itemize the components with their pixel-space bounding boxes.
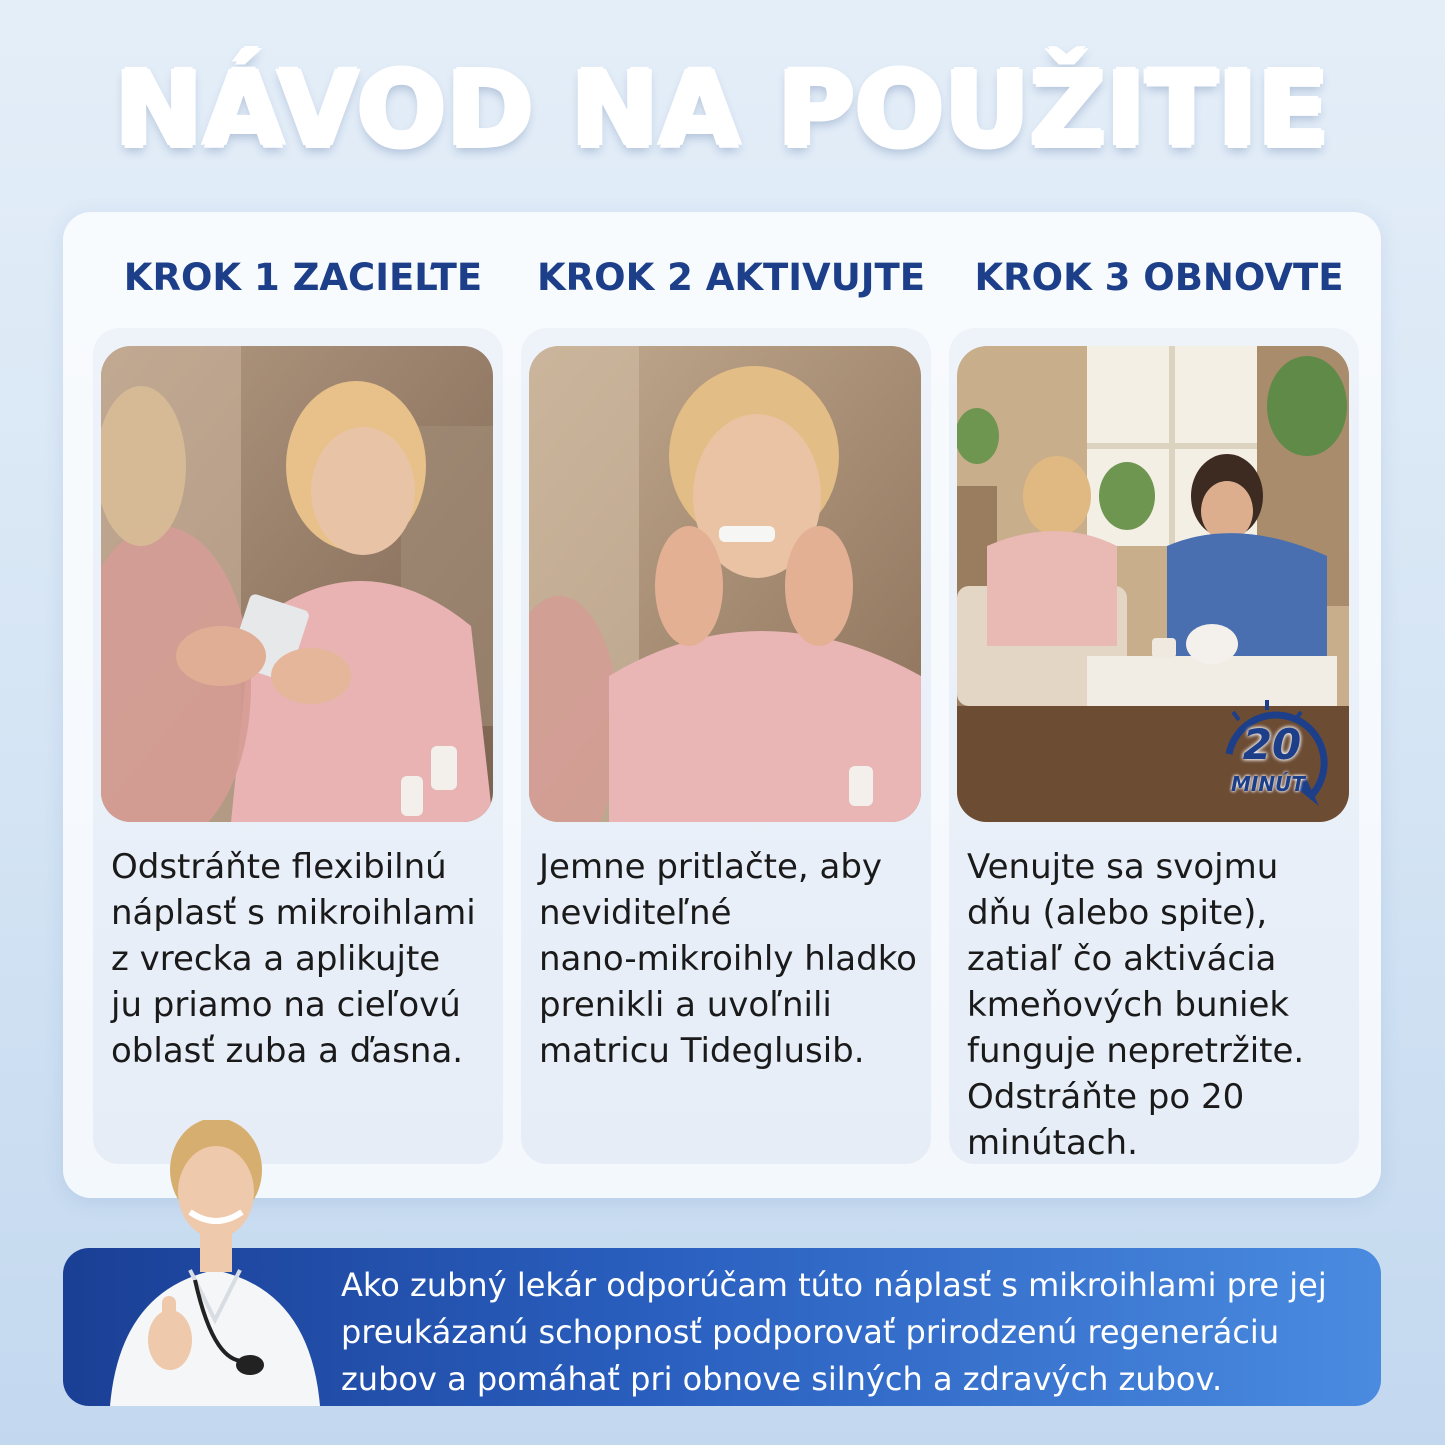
step-3 [949, 212, 1369, 1198]
timer-value: 20 [1242, 720, 1302, 769]
timer-badge [1209, 694, 1339, 814]
step-2-description: Jemne pritlačte, aby neviditeľné nano-mikroihly hladko prenikli a uvoľnili matricu Tideglusib. [539, 847, 917, 1071]
timer-unit: MINÚT [1231, 772, 1305, 796]
step-3-description: Venujte sa svojmu dňu (alebo spite), zatiaľ čo aktivácia kmeňových buniek funguje nepretržite. Odstráňte po 20 minútach. [967, 847, 1305, 1163]
step-1-photo [101, 346, 493, 822]
step-1-title: KROK 1 ZACIEĽTE [123, 256, 483, 299]
step-3-photo [957, 346, 1349, 822]
step-1 [93, 212, 513, 1198]
step-2 [521, 212, 941, 1198]
dentist-avatar [100, 1120, 330, 1406]
step-2-title: KROK 2 AKTIVUJTE [536, 256, 926, 299]
step-3-title: KROK 3 OBNOVTE [974, 256, 1344, 299]
step-1-description: Odstráňte flexibilnú náplasť s mikroihlami z vrecka a aplikujte ju priamo na cieľovú oblasť zuba a ďasna. [111, 847, 476, 1071]
steps-panel [63, 212, 1381, 1198]
page-title: NÁVOD NA POUŽITIE [0, 48, 1445, 170]
step-3-card [949, 328, 1359, 1164]
step-1-card [93, 328, 503, 1164]
step-2-photo [529, 346, 921, 822]
testimonial-text: Ako zubný lekár odporúčam túto náplasť s mikroihlami pre jej preukázanú schopnosť podporovať prirodzenú regeneráciu zubov a pomáhať pri obnove silných a zdravých zubov. [341, 1266, 1327, 1398]
step-2-card [521, 328, 931, 1164]
